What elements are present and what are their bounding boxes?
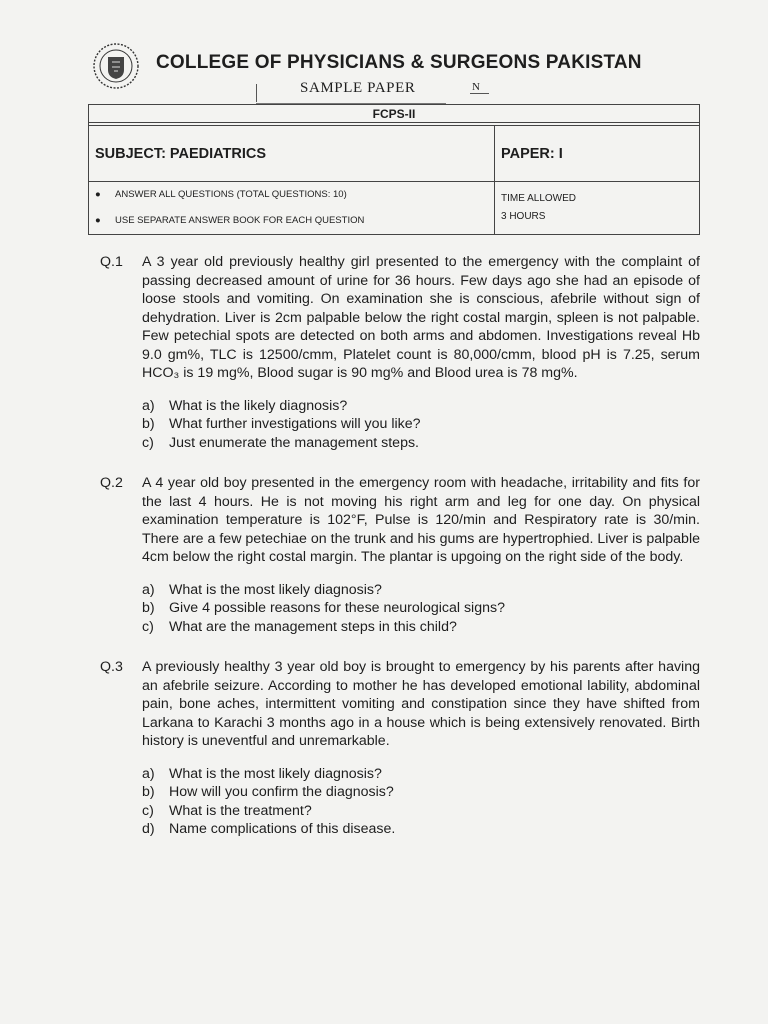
- sample-paper-label: [300, 80, 570, 97]
- question-part: a) What is the most likely diagnosis?: [142, 765, 382, 782]
- question-number: Q.2: [100, 475, 123, 491]
- question-number: Q.1: [100, 254, 123, 270]
- instruction-item: ● ANSWER ALL QUESTIONS (TOTAL QUESTIONS: 10): [95, 182, 488, 208]
- question-2: [100, 474, 700, 636]
- question-text: A 4 year old boy presented in the emergency room with headache, irritability and fits for the last 4 hours. He is not moving his right arm and leg for one day. On physical examination temperature is 102°F, Pulse is 120/min and Respiratory rate is 30/min. There are a few petechiae on the trunk and his gums are hypertrophied. Liver is palpable 4cm below the right costal margin. The plantar is upgoing on the right side of the body.: [142, 475, 700, 565]
- question-part: d) Name complications of this disease.: [142, 821, 396, 837]
- question-3: [100, 658, 700, 839]
- question-parts: [142, 765, 700, 839]
- question-text: A previously healthy 3 year old boy is brought to emergency by his parents after having an afebrile seizure. According to mother he has developed emotional lability, abdominal pain, bone aches, intermittent vomiting and constipation since they have shifted from Larkana to Karachi 3 months ago in a house which is being extensively renovated. Birth history is uneventful and unremarkable.: [142, 659, 700, 749]
- instruction-item: ● USE SEPARATE ANSWER BOOK FOR EACH QUESTION: [95, 208, 488, 234]
- question-number: Q.3: [100, 659, 123, 675]
- sample-paper-text: SAMPLE PAPER: [300, 80, 416, 96]
- document-header: [92, 42, 702, 104]
- question-parts: [142, 397, 700, 453]
- time-allowed-value: 3 HOURS: [501, 211, 546, 222]
- paper-label: PAPER: I: [495, 126, 700, 182]
- question-part: c) What are the management steps in this child?: [142, 618, 457, 635]
- question-part: b) What further investigations will you like?: [142, 416, 421, 432]
- question-part: b) Give 4 possible reasons for these neurological signs?: [142, 600, 505, 616]
- question-1: [100, 253, 700, 452]
- question-text: A 3 year old previously healthy girl presented to the emergency with the complaint of passing decreased amount of urine for 36 hours. Few days ago she had an episode of loose stools and vomiting. On examination she is conscious, afebrile without sign of dehydration. Liver is 2cm palpable below the right costal margin, spleen is not palpable. Few petechial spots are detected on both arms and abdomen. Investigations reveal Hb 9.0 gm%, TLC is 12500/cmm, Platelet count is 80,000/cmm, blood pH is 7.25, serum HCO₃ is 19 mg%, Blood sugar is 90 mg% and Blood urea is 78 mg%.: [142, 254, 700, 381]
- time-allowed-cell: [495, 182, 700, 235]
- exam-info-table: [88, 104, 700, 235]
- bullet-icon: ●: [95, 215, 101, 226]
- question-part: a) What is the most likely diagnosis?: [142, 581, 382, 598]
- college-seal-icon: [92, 42, 140, 90]
- paper-set-mark: N: [470, 81, 489, 94]
- question-part: a) What is the likely diagnosis?: [142, 397, 348, 414]
- exam-name: FCPS-II: [89, 105, 700, 123]
- college-title: COLLEGE OF PHYSICIANS & SURGEONS PAKISTAN: [156, 52, 642, 73]
- time-allowed-label: TIME ALLOWED: [501, 193, 577, 204]
- questions-section: [100, 253, 700, 861]
- question-part: b) How will you confirm the diagnosis?: [142, 784, 394, 800]
- subject-label: SUBJECT: PAEDIATRICS: [89, 126, 495, 182]
- instructions-cell: [89, 182, 495, 235]
- question-parts: [142, 581, 700, 637]
- question-part: c) Just enumerate the management steps.: [142, 434, 419, 451]
- question-part: c) What is the treatment?: [142, 802, 312, 819]
- bullet-icon: ●: [95, 189, 101, 200]
